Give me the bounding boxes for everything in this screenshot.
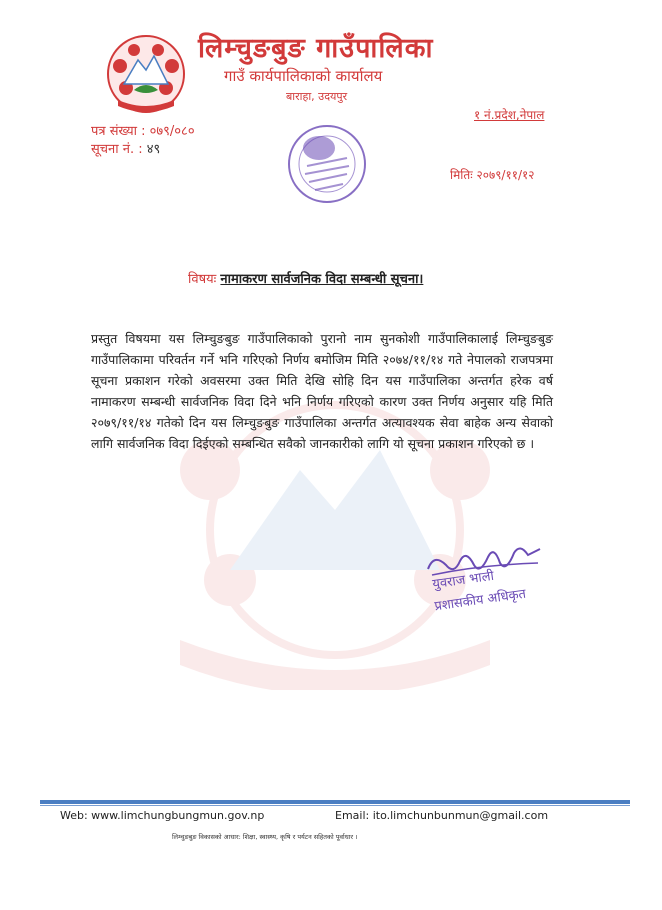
footer-email: Email: ito.limchunbunmun@gmail.com [335,809,549,822]
letter-number-label: पत्र संख्या : [91,124,150,139]
subject-label: विषयः [188,272,221,287]
office-address: बाराहा, उदयपुर [286,90,348,103]
letter-number-value: ०७९/०८० [149,124,195,139]
letter-number [91,121,195,139]
province-label: १ नं.प्रदेश,नेपाल [474,108,545,122]
notice-body: प्रस्तुत विषयमा यस लिम्चुङबुङ गाउँपालिकाको पुरानो नाम सुनकोशी गाउँपालिकालाई लिम्चुङबुङ गाउँपालिकामा परिवर्तन गर्ने भनि गरिएको निर्णय बमोजिम मिति २०७४/११/१४ गते नेपालको राजपत्रमा सूचना प्रकाशन गरेको अवसरमा उक्त मिति देखि सोहि दिन यस गाउँपालिका अन्तर्गत हरेक वर्ष नामाकरण सम्बन्धी सार्वजनिक विदा दिने भनि निर्णय गरिएको कारण उक्त निर्णय अनुसार यहि मिति २०७९/११/१४ गतेको दिन यस लिम्चुङबुङ गाउँपालिका अन्तर्गत अत्यावश्यक सेवा बाहेक अन्य सेवाको लागि सार्वजनिक विदा दिईएको सम्बन्धित सवैको जानकारीको लागि यो सूचना प्रकाशन गरिएको छ । [91,331,553,451]
organization-name: लिम्चुङबुङ गाउँपालिका [198,33,434,64]
notice-number [91,139,160,157]
subject-line [188,269,423,287]
office-name: गाउँ कार्यपालिकाको कार्यालय [224,67,383,85]
office-stamp [285,122,369,206]
notice-number-label: सूचना नं. : [91,142,147,157]
notice-number-value: ४९ [146,142,161,157]
footer-divider [40,800,630,804]
letter-date: मितिः २०७९/११/१२ [450,168,535,182]
municipality-emblem-logo [104,32,188,116]
footer-divider-thin [40,805,630,806]
signatory-name: युवराज भाली [431,568,495,593]
footer-tagline: लिम्चुङबुङ विकासको आधार: शिक्षा, स्वास्थ्य, कृषि र पर्यटन सहितको पूर्वाधार । [172,833,358,841]
signatory-title: प्रशासकीय अधिकृत [433,586,527,615]
subject-text: नामाकरण सार्वजनिक विदा सम्बन्धी सूचना। [220,272,424,287]
footer-website: Web: www.limchungbungmun.gov.np [60,809,265,822]
